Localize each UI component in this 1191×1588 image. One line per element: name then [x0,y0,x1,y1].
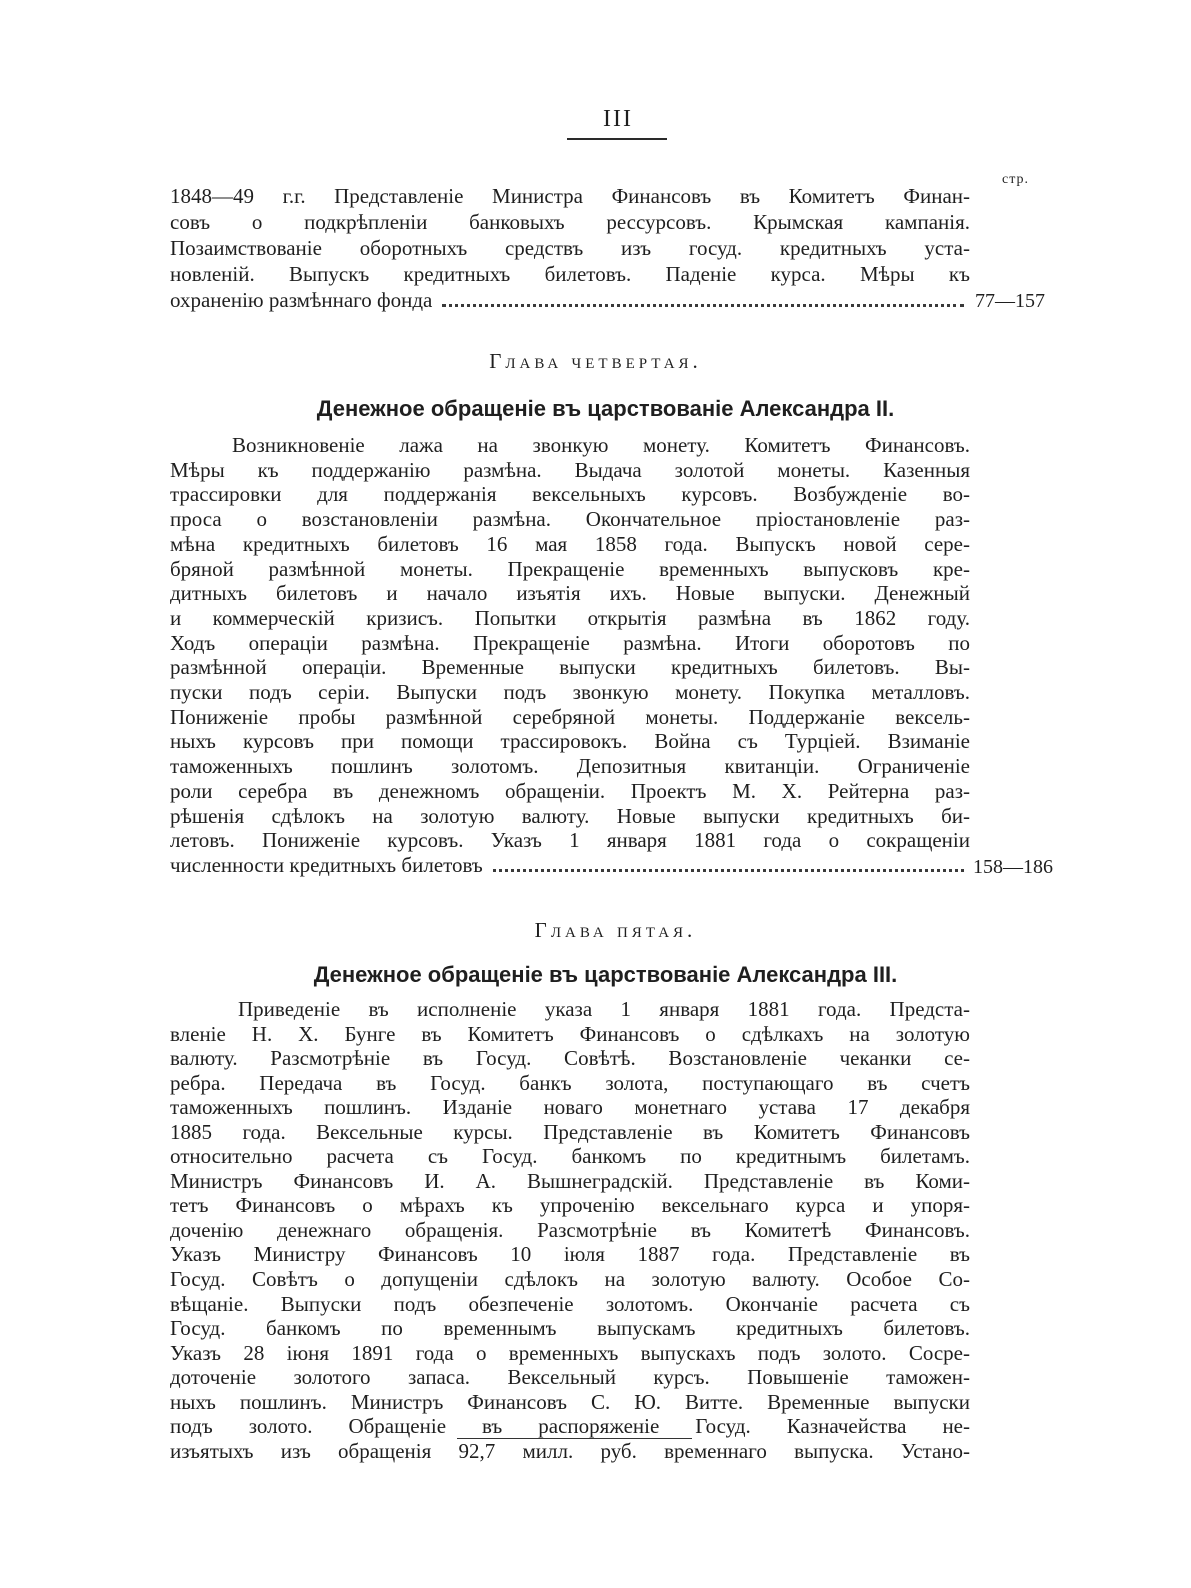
toc-entry-1848 [170,183,970,313]
entry-line: пуски подъ серіи. Выпуски подъ звонкую монету. Покупка металловъ. [170,680,970,705]
chapter-title: Денежное обращеніе въ царствованіе Александра II. [316,396,895,421]
dot-leader [493,869,964,872]
entry-line: бряной размѣнной монеты. Прекращеніе временныхъ выпусковъ кре- [170,556,970,581]
entry-line: таможенныхъ пошлинъ золотомъ. Депозитныя квитанціи. Ограниченіе [170,754,970,779]
dot-leader [442,304,964,307]
entry-line: ребра. Передача въ Госуд. банкъ золота, поступающаго въ счетъ [170,1070,970,1095]
entry-line: мѣна кредитныхъ билетовъ 16 мая 1858 года. Выпускъ новой сере- [170,531,970,556]
entry-line: Госуд. банкомъ по временнымъ выпускамъ кредитныхъ билетовъ. [170,1316,970,1341]
entry-line: охраненію размѣннаго фонда [170,288,433,313]
page-column-label: стр. [1002,172,1030,187]
entry-line: Ходъ операціи размѣна. Прекращеніе размѣна. Итоги оборотовъ по [170,630,970,655]
entry-line: летовъ. Пониженіе курсовъ. Указъ 1 января 1881 года о сокращеніи [170,828,970,853]
page-number-rule [567,138,667,140]
entry-line: новленій. Выпускъ кредитныхъ билетовъ. Паденіе курса. Мѣры къ [170,262,970,287]
entry-line: проса о возстановленіи размѣна. Окончательное пріостановленіе раз- [170,507,970,532]
page-range: 77—157 [975,290,1045,312]
toc-entry-chapter4 [170,433,970,878]
entry-line: Госуд. Совѣтъ о допущеніи сдѣлокъ на золотую валюту. Особое Со- [170,1267,970,1292]
entry-line: изъятыхъ изъ обращенія 92,7 милл. руб. временнаго выпуска. Устано- [170,1438,970,1463]
entry-line: Министръ Финансовъ И. А. Вышнеградскій. Представленіе въ Коми- [170,1168,970,1193]
entry-line: Возникновеніе лажа на звонкую монету. Комитетъ Финансовъ. [232,433,970,457]
entry-line: дитныхъ билетовъ и начало изъятія ихъ. Новые выпуски. Денежный [170,581,970,606]
entry-line: валюту. Разсмотрѣніе въ Госуд. Совѣтѣ. Возстановленіе чеканки се- [170,1046,970,1071]
entry-last-line [170,287,970,313]
entry-line: Позаимствованіе оборотныхъ средствъ изъ госуд. кредитныхъ уста- [170,236,970,261]
entry-line: Приведеніе въ исполненіе указа 1 января 1881 года. Предста- [238,997,970,1021]
entry-line: Указъ 28 іюня 1891 года о временныхъ выпускахъ подъ золото. Сосре- [170,1340,970,1365]
entry-line: 1885 года. Вексельные курсы. Представленіе въ Комитетъ Финансовъ [170,1119,970,1144]
entry-line: ныхъ пошлинъ. Министръ Финансовъ С. Ю. Витте. Временные выпуски [170,1389,970,1414]
entry-line: совъ о подкрѣпленіи банковыхъ рессурсовъ. Крымская кампанія. [170,210,970,235]
page-number: III [603,106,633,132]
entry-line: Пониженіе пробы размѣнной серебряной монеты. Поддержаніе вексель- [170,704,970,729]
chapter-heading: Глава пятая. [534,918,697,942]
toc-entry-chapter5 [170,997,970,1463]
entry-line: численности кредитныхъ билетовъ [170,852,483,877]
entry-line: доточеніе золотого запаса. Вексельный курсъ. Повышеніе таможен- [170,1365,970,1390]
entry-line: размѣнной операціи. Временные выпуски кредитныхъ билетовъ. Вы- [170,655,970,680]
entry-line: ныхъ курсовъ при помощи трассировокъ. Война съ Турціей. Взиманіе [170,729,970,754]
entry-line: подъ золото. Обращеніе въ распоряженіе Госуд. Казначейства не- [170,1414,970,1439]
entry-line: доченію денежнаго обращенія. Разсмотрѣніе въ Комитетѣ Финансовъ. [170,1217,970,1242]
entry-line: Мѣры къ поддержанію размѣна. Выдача золотой монеты. Казенныя [170,457,970,482]
entry-line: относительно расчета съ Госуд. банкомъ по кредитнымъ билетамъ. [170,1144,970,1169]
page-range: 158—186 [973,856,1053,878]
entry-line: тетъ Финансовъ о мѣрахъ къ упроченію вексельнаго курса и упоря- [170,1193,970,1218]
entry-last-line [170,853,970,878]
entry-line: вѣщаніе. Выпуски подъ обезпеченіе золотомъ. Окончаніе расчета съ [170,1291,970,1316]
entry-line: вленіе Н. Х. Бунге въ Комитетъ Финансовъ о сдѣлкахъ на золотую [170,1021,970,1046]
entry-line: роли серебра въ денежномъ обращеніи. Проектъ М. Х. Рейтерна раз- [170,778,970,803]
chapter-heading: Глава четвертая. [489,349,702,373]
entry-line: и коммерческій кризисъ. Попытки открытія размѣна въ 1862 году. [170,605,970,630]
chapter-title: Денежное обращеніе въ царствованіе Александра III. [313,962,898,987]
entry-line: таможенныхъ пошлинъ. Изданіе новаго монетнаго устава 17 декабря [170,1095,970,1120]
entry-line: рѣшенія сдѣлокъ на золотую валюту. Новые выпуски кредитныхъ би- [170,803,970,828]
pen-underline-mark [457,1438,692,1439]
entry-line: трассировки для поддержанія вексельныхъ курсовъ. Возбужденіе во- [170,482,970,507]
entry-line: Указъ Министру Финансовъ 10 іюля 1887 года. Представленіе въ [170,1242,970,1267]
entry-line: 1848—49 г.г. Представленіе Министра Финансовъ въ Комитетъ Финан- [170,184,970,208]
